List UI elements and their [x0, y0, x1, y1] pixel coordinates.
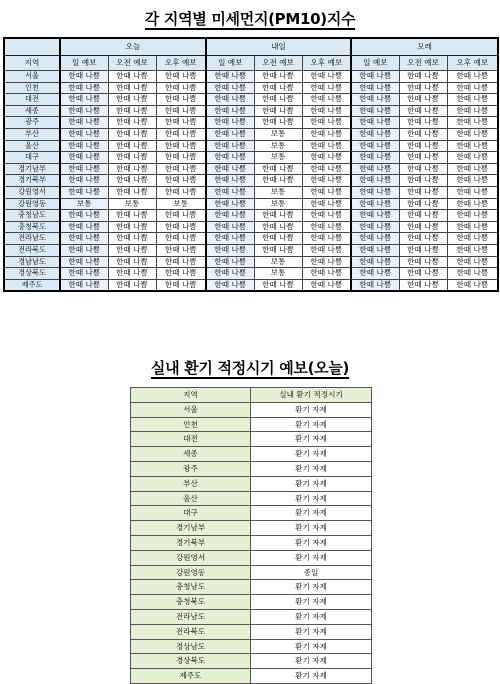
vent-timing-cell: 환기 자제	[251, 639, 372, 654]
region-column-header: 지역	[4, 56, 60, 71]
table-row	[4, 198, 498, 210]
table-row	[4, 244, 498, 256]
forecast-cell: 한때 나쁨	[60, 128, 108, 140]
region-cell: 경기북부	[4, 175, 60, 187]
forecast-cell: 한때 나쁨	[399, 71, 447, 83]
forecast-cell: 한때 나쁨	[156, 256, 206, 268]
forecast-cell: 한때 나쁨	[447, 163, 498, 175]
forecast-cell: 한때 나쁨	[206, 94, 254, 106]
forecast-cell: 한때 나쁨	[447, 186, 498, 198]
table-row	[4, 256, 498, 268]
forecast-cell: 한때 나쁨	[108, 94, 156, 106]
forecast-cell: 한때 나쁨	[399, 128, 447, 140]
region-cell: 충청북도	[4, 221, 60, 233]
forecast-cell: 한때 나쁨	[156, 94, 206, 106]
forecast-cell: 한때 나쁨	[399, 198, 447, 210]
forecast-cell: 한때 나쁨	[399, 210, 447, 222]
forecast-cell: 한때 나쁨	[60, 221, 108, 233]
forecast-cell: 한때 나쁨	[447, 175, 498, 187]
forecast-cell: 한때 나쁨	[108, 117, 156, 129]
forecast-cell: 한때 나쁨	[351, 233, 399, 245]
forecast-cell: 한때 나쁨	[302, 279, 351, 291]
forecast-cell: 한때 나쁨	[447, 71, 498, 83]
forecast-cell: 한때 나쁨	[108, 221, 156, 233]
forecast-cell: 한때 나쁨	[156, 140, 206, 152]
forecast-cell: 한때 나쁨	[206, 82, 254, 94]
forecast-cell: 한때 나쁨	[351, 256, 399, 268]
forecast-cell: 한때 나쁨	[156, 163, 206, 175]
forecast-cell: 한때 나쁨	[302, 268, 351, 280]
forecast-cell: 한때 나쁨	[399, 186, 447, 198]
table-row	[4, 140, 498, 152]
forecast-cell: 보통	[156, 198, 206, 210]
forecast-cell: 한때 나쁨	[399, 82, 447, 94]
vent-timing-cell: 환기 자제	[251, 417, 372, 432]
table-row	[4, 186, 498, 198]
vent-region-cell: 인천	[131, 417, 251, 432]
forecast-cell: 한때 나쁨	[399, 140, 447, 152]
vent-timing-cell: 환기 자제	[251, 461, 372, 476]
vent-region-cell: 강원영서	[131, 550, 251, 565]
forecast-cell: 한때 나쁨	[206, 175, 254, 187]
pm10-title: 각 지역별 미세먼지(PM10)지수	[144, 10, 356, 28]
day-header-today: 오늘	[60, 38, 206, 56]
forecast-cell: 한때 나쁨	[156, 71, 206, 83]
forecast-cell: 한때 나쁨	[156, 82, 206, 94]
period-header: 오전 예보	[399, 56, 447, 71]
vent-timing-cell: 환기 자제	[251, 535, 372, 550]
forecast-cell: 한때 나쁨	[206, 105, 254, 117]
forecast-cell: 한때 나쁨	[206, 244, 254, 256]
forecast-cell: 한때 나쁨	[399, 256, 447, 268]
table-row	[4, 210, 498, 222]
vent-timing-cell: 환기 자제	[251, 654, 372, 669]
forecast-cell: 한때 나쁨	[351, 244, 399, 256]
forecast-cell: 한때 나쁨	[399, 244, 447, 256]
period-header: 오전 예보	[254, 56, 302, 71]
table-row	[131, 565, 372, 580]
table-row	[131, 447, 372, 462]
vent-timing-cell: 환기 자제	[251, 447, 372, 462]
forecast-cell: 한때 나쁨	[302, 163, 351, 175]
forecast-cell: 한때 나쁨	[447, 94, 498, 106]
forecast-cell: 한때 나쁨	[302, 128, 351, 140]
forecast-cell: 한때 나쁨	[60, 210, 108, 222]
vent-region-cell: 경기남부	[131, 521, 251, 536]
forecast-cell: 한때 나쁨	[254, 163, 302, 175]
forecast-cell: 한때 나쁨	[254, 233, 302, 245]
forecast-cell: 한때 나쁨	[206, 128, 254, 140]
vent-timing-header: 실내 환기 적정시기	[251, 388, 372, 403]
forecast-cell: 한때 나쁨	[447, 233, 498, 245]
forecast-cell: 한때 나쁨	[108, 71, 156, 83]
vent-timing-cell: 환기 자제	[251, 476, 372, 491]
period-header: 일 예보	[351, 56, 399, 71]
forecast-cell: 한때 나쁨	[399, 221, 447, 233]
forecast-cell: 한때 나쁨	[206, 140, 254, 152]
table-row	[131, 580, 372, 595]
forecast-cell: 한때 나쁨	[351, 105, 399, 117]
forecast-cell: 한때 나쁨	[447, 140, 498, 152]
forecast-cell: 보통	[254, 268, 302, 280]
vent-region-cell: 부산	[131, 476, 251, 491]
table-row	[4, 82, 498, 94]
forecast-cell: 한때 나쁨	[302, 105, 351, 117]
forecast-cell: 한때 나쁨	[108, 244, 156, 256]
forecast-cell: 한때 나쁨	[351, 268, 399, 280]
forecast-cell: 한때 나쁨	[156, 279, 206, 291]
forecast-cell: 한때 나쁨	[351, 175, 399, 187]
day-header-day-after: 모레	[351, 38, 498, 56]
forecast-cell: 한때 나쁨	[254, 82, 302, 94]
forecast-cell: 한때 나쁨	[302, 71, 351, 83]
forecast-cell: 한때 나쁨	[60, 279, 108, 291]
table-row	[131, 521, 372, 536]
forecast-cell: 한때 나쁨	[108, 186, 156, 198]
forecast-cell: 한때 나쁨	[60, 117, 108, 129]
forecast-cell: 한때 나쁨	[351, 198, 399, 210]
forecast-cell: 한때 나쁨	[302, 186, 351, 198]
forecast-cell: 한때 나쁨	[302, 152, 351, 164]
table-row	[131, 402, 372, 417]
table-row	[131, 609, 372, 624]
vent-region-cell: 서울	[131, 402, 251, 417]
vent-region-cell: 강원영동	[131, 565, 251, 580]
forecast-cell: 한때 나쁨	[254, 117, 302, 129]
vent-region-cell: 충청북도	[131, 595, 251, 610]
forecast-cell: 한때 나쁨	[351, 279, 399, 291]
forecast-cell: 한때 나쁨	[156, 175, 206, 187]
forecast-cell: 한때 나쁨	[351, 128, 399, 140]
forecast-cell: 한때 나쁨	[156, 210, 206, 222]
forecast-cell: 한때 나쁨	[206, 186, 254, 198]
table-row	[131, 535, 372, 550]
table-row	[4, 71, 498, 83]
forecast-cell: 한때 나쁨	[399, 152, 447, 164]
vent-timing-cell: 환기 자제	[251, 491, 372, 506]
forecast-cell: 한때 나쁨	[351, 140, 399, 152]
forecast-cell: 한때 나쁨	[447, 117, 498, 129]
forecast-cell: 한때 나쁨	[60, 244, 108, 256]
period-header: 오후 예보	[447, 56, 498, 71]
table-row	[131, 506, 372, 521]
forecast-cell: 한때 나쁨	[108, 82, 156, 94]
table-row	[4, 105, 498, 117]
table-row	[131, 417, 372, 432]
forecast-cell: 한때 나쁨	[108, 268, 156, 280]
period-header: 오후 예보	[156, 56, 206, 71]
forecast-cell: 한때 나쁨	[302, 140, 351, 152]
vent-timing-cell: 종일	[251, 565, 372, 580]
header-blank	[4, 38, 60, 56]
forecast-cell: 한때 나쁨	[60, 186, 108, 198]
region-cell: 서울	[4, 71, 60, 83]
forecast-cell: 한때 나쁨	[302, 94, 351, 106]
vent-region-cell: 경상북도	[131, 654, 251, 669]
forecast-cell: 한때 나쁨	[351, 221, 399, 233]
vent-region-cell: 세종	[131, 447, 251, 462]
forecast-cell: 한때 나쁨	[108, 140, 156, 152]
forecast-cell: 한때 나쁨	[108, 210, 156, 222]
forecast-cell: 한때 나쁨	[447, 279, 498, 291]
forecast-cell: 한때 나쁨	[60, 94, 108, 106]
forecast-cell: 한때 나쁨	[399, 105, 447, 117]
forecast-cell: 한때 나쁨	[60, 233, 108, 245]
forecast-cell: 한때 나쁨	[60, 256, 108, 268]
period-header: 오후 예보	[302, 56, 351, 71]
vent-timing-cell: 환기 자제	[251, 595, 372, 610]
table-row	[4, 117, 498, 129]
forecast-cell: 한때 나쁨	[447, 152, 498, 164]
forecast-cell: 한때 나쁨	[108, 256, 156, 268]
table-row	[131, 595, 372, 610]
pm10-forecast-table	[3, 37, 499, 292]
vent-region-cell: 경기북부	[131, 535, 251, 550]
forecast-cell: 보통	[254, 128, 302, 140]
region-cell: 인천	[4, 82, 60, 94]
forecast-cell: 한때 나쁨	[156, 268, 206, 280]
ventilation-title: 실내 환기 적정시기 예보(오늘)	[150, 359, 350, 377]
forecast-cell: 한때 나쁨	[351, 94, 399, 106]
forecast-cell: 한때 나쁨	[156, 117, 206, 129]
forecast-cell: 한때 나쁨	[302, 233, 351, 245]
vent-timing-cell: 환기 자제	[251, 580, 372, 595]
forecast-cell: 한때 나쁨	[302, 175, 351, 187]
forecast-cell: 한때 나쁨	[399, 94, 447, 106]
vent-timing-cell: 환기 자제	[251, 402, 372, 417]
table-row	[131, 432, 372, 447]
table-row	[131, 491, 372, 506]
region-cell: 세종	[4, 105, 60, 117]
forecast-cell: 한때 나쁨	[206, 221, 254, 233]
forecast-cell: 한때 나쁨	[156, 221, 206, 233]
forecast-cell: 보통	[254, 198, 302, 210]
vent-timing-cell: 환기 자제	[251, 609, 372, 624]
period-header: 일 예보	[60, 56, 108, 71]
forecast-cell: 한때 나쁨	[447, 105, 498, 117]
forecast-cell: 한때 나쁨	[351, 186, 399, 198]
forecast-cell: 한때 나쁨	[447, 256, 498, 268]
forecast-cell: 한때 나쁨	[108, 175, 156, 187]
forecast-cell: 보통	[108, 198, 156, 210]
day-header-tomorrow: 내일	[206, 38, 351, 56]
forecast-cell: 한때 나쁨	[60, 82, 108, 94]
forecast-cell: 한때 나쁨	[399, 163, 447, 175]
vent-timing-cell: 환기 자제	[251, 669, 372, 684]
table-row	[131, 624, 372, 639]
vent-region-cell: 대구	[131, 506, 251, 521]
forecast-cell: 한때 나쁨	[206, 210, 254, 222]
forecast-cell: 한때 나쁨	[351, 210, 399, 222]
forecast-cell: 한때 나쁨	[206, 152, 254, 164]
forecast-cell: 한때 나쁨	[206, 268, 254, 280]
forecast-cell: 한때 나쁨	[254, 105, 302, 117]
table-row	[4, 128, 498, 140]
forecast-cell: 한때 나쁨	[60, 140, 108, 152]
period-header: 일 예보	[206, 56, 254, 71]
forecast-cell: 보통	[60, 198, 108, 210]
table-row	[4, 221, 498, 233]
table-row	[4, 94, 498, 106]
forecast-cell: 한때 나쁨	[447, 198, 498, 210]
vent-region-cell: 충청남도	[131, 580, 251, 595]
forecast-cell: 한때 나쁨	[108, 163, 156, 175]
forecast-cell: 한때 나쁨	[254, 71, 302, 83]
vent-timing-cell: 환기 자제	[251, 624, 372, 639]
forecast-cell: 한때 나쁨	[399, 117, 447, 129]
region-cell: 울산	[4, 140, 60, 152]
vent-timing-cell: 환기 자제	[251, 550, 372, 565]
table-row	[4, 233, 498, 245]
forecast-cell: 보통	[254, 256, 302, 268]
vent-region-cell: 전라남도	[131, 609, 251, 624]
forecast-cell: 한때 나쁨	[302, 210, 351, 222]
forecast-cell: 한때 나쁨	[254, 221, 302, 233]
table-row	[4, 175, 498, 187]
vent-region-cell: 대전	[131, 432, 251, 447]
region-cell: 경상북도	[4, 268, 60, 280]
forecast-cell: 한때 나쁨	[60, 163, 108, 175]
forecast-cell: 한때 나쁨	[447, 221, 498, 233]
forecast-cell: 한때 나쁨	[206, 163, 254, 175]
vent-region-cell: 제주도	[131, 669, 251, 684]
region-cell: 충청남도	[4, 210, 60, 222]
region-cell: 강원영서	[4, 186, 60, 198]
forecast-cell: 한때 나쁨	[206, 71, 254, 83]
forecast-cell: 한때 나쁨	[254, 175, 302, 187]
vent-region-header: 지역	[131, 388, 251, 403]
forecast-cell: 한때 나쁨	[108, 233, 156, 245]
table-row	[131, 476, 372, 491]
forecast-cell: 한때 나쁨	[156, 152, 206, 164]
forecast-cell: 한때 나쁨	[156, 233, 206, 245]
region-cell: 강원영동	[4, 198, 60, 210]
forecast-cell: 한때 나쁨	[254, 279, 302, 291]
table-row	[4, 279, 498, 291]
region-cell: 경기남부	[4, 163, 60, 175]
period-header: 오전 예보	[108, 56, 156, 71]
forecast-cell: 한때 나쁨	[302, 198, 351, 210]
forecast-cell: 한때 나쁨	[156, 105, 206, 117]
vent-region-cell: 광주	[131, 461, 251, 476]
region-cell: 광주	[4, 117, 60, 129]
forecast-cell: 한때 나쁨	[156, 186, 206, 198]
forecast-cell: 한때 나쁨	[351, 82, 399, 94]
forecast-cell: 한때 나쁨	[447, 244, 498, 256]
table-row	[131, 550, 372, 565]
region-cell: 전라남도	[4, 233, 60, 245]
forecast-cell: 한때 나쁨	[254, 244, 302, 256]
forecast-cell: 한때 나쁨	[447, 128, 498, 140]
table-row	[131, 669, 372, 684]
forecast-cell: 한때 나쁨	[302, 221, 351, 233]
forecast-cell: 한때 나쁨	[156, 128, 206, 140]
forecast-cell: 한때 나쁨	[108, 279, 156, 291]
vent-timing-cell: 환기 자제	[251, 432, 372, 447]
table-row	[4, 163, 498, 175]
ventilation-table-body	[131, 402, 372, 683]
forecast-cell: 한때 나쁨	[156, 244, 206, 256]
region-cell: 부산	[4, 128, 60, 140]
forecast-cell: 한때 나쁨	[351, 117, 399, 129]
region-cell: 대구	[4, 152, 60, 164]
vent-region-cell: 경상남도	[131, 639, 251, 654]
forecast-cell: 한때 나쁨	[60, 268, 108, 280]
forecast-cell: 한때 나쁨	[447, 210, 498, 222]
forecast-cell: 한때 나쁨	[254, 94, 302, 106]
region-cell: 전라북도	[4, 244, 60, 256]
table-row	[4, 152, 498, 164]
region-cell: 경남남도	[4, 256, 60, 268]
forecast-cell: 한때 나쁨	[60, 105, 108, 117]
forecast-cell: 한때 나쁨	[254, 210, 302, 222]
table-row	[131, 461, 372, 476]
forecast-cell: 한때 나쁨	[399, 268, 447, 280]
forecast-cell: 한때 나쁨	[302, 117, 351, 129]
forecast-cell: 한때 나쁨	[206, 198, 254, 210]
forecast-cell: 한때 나쁨	[206, 117, 254, 129]
forecast-cell: 한때 나쁨	[108, 105, 156, 117]
forecast-cell: 보통	[254, 140, 302, 152]
forecast-cell: 한때 나쁨	[399, 175, 447, 187]
forecast-cell: 한때 나쁨	[399, 233, 447, 245]
vent-timing-cell: 환기 자제	[251, 506, 372, 521]
forecast-cell: 한때 나쁨	[108, 152, 156, 164]
forecast-cell: 한때 나쁨	[60, 71, 108, 83]
vent-region-cell: 울산	[131, 491, 251, 506]
region-cell: 대전	[4, 94, 60, 106]
vent-region-cell: 전라북도	[131, 624, 251, 639]
table-row	[131, 639, 372, 654]
forecast-cell: 한때 나쁨	[351, 152, 399, 164]
forecast-cell: 한때 나쁨	[60, 152, 108, 164]
forecast-cell: 한때 나쁨	[302, 244, 351, 256]
pm10-table-body	[4, 71, 498, 292]
forecast-cell: 한때 나쁨	[302, 82, 351, 94]
forecast-cell: 한때 나쁨	[206, 233, 254, 245]
forecast-cell: 보통	[254, 152, 302, 164]
forecast-cell: 한때 나쁨	[206, 256, 254, 268]
region-cell: 제주도	[4, 279, 60, 291]
forecast-cell: 한때 나쁨	[399, 279, 447, 291]
table-row	[131, 654, 372, 669]
forecast-cell: 한때 나쁨	[206, 279, 254, 291]
forecast-cell: 한때 나쁨	[351, 71, 399, 83]
forecast-cell: 한때 나쁨	[351, 163, 399, 175]
forecast-cell: 한때 나쁨	[60, 175, 108, 187]
ventilation-table	[130, 387, 372, 684]
vent-timing-cell: 환기 자제	[251, 521, 372, 536]
table-row	[4, 268, 498, 280]
forecast-cell: 한때 나쁨	[447, 82, 498, 94]
forecast-cell: 한때 나쁨	[447, 268, 498, 280]
forecast-cell: 보통	[254, 186, 302, 198]
forecast-cell: 한때 나쁨	[302, 256, 351, 268]
forecast-cell: 한때 나쁨	[108, 128, 156, 140]
